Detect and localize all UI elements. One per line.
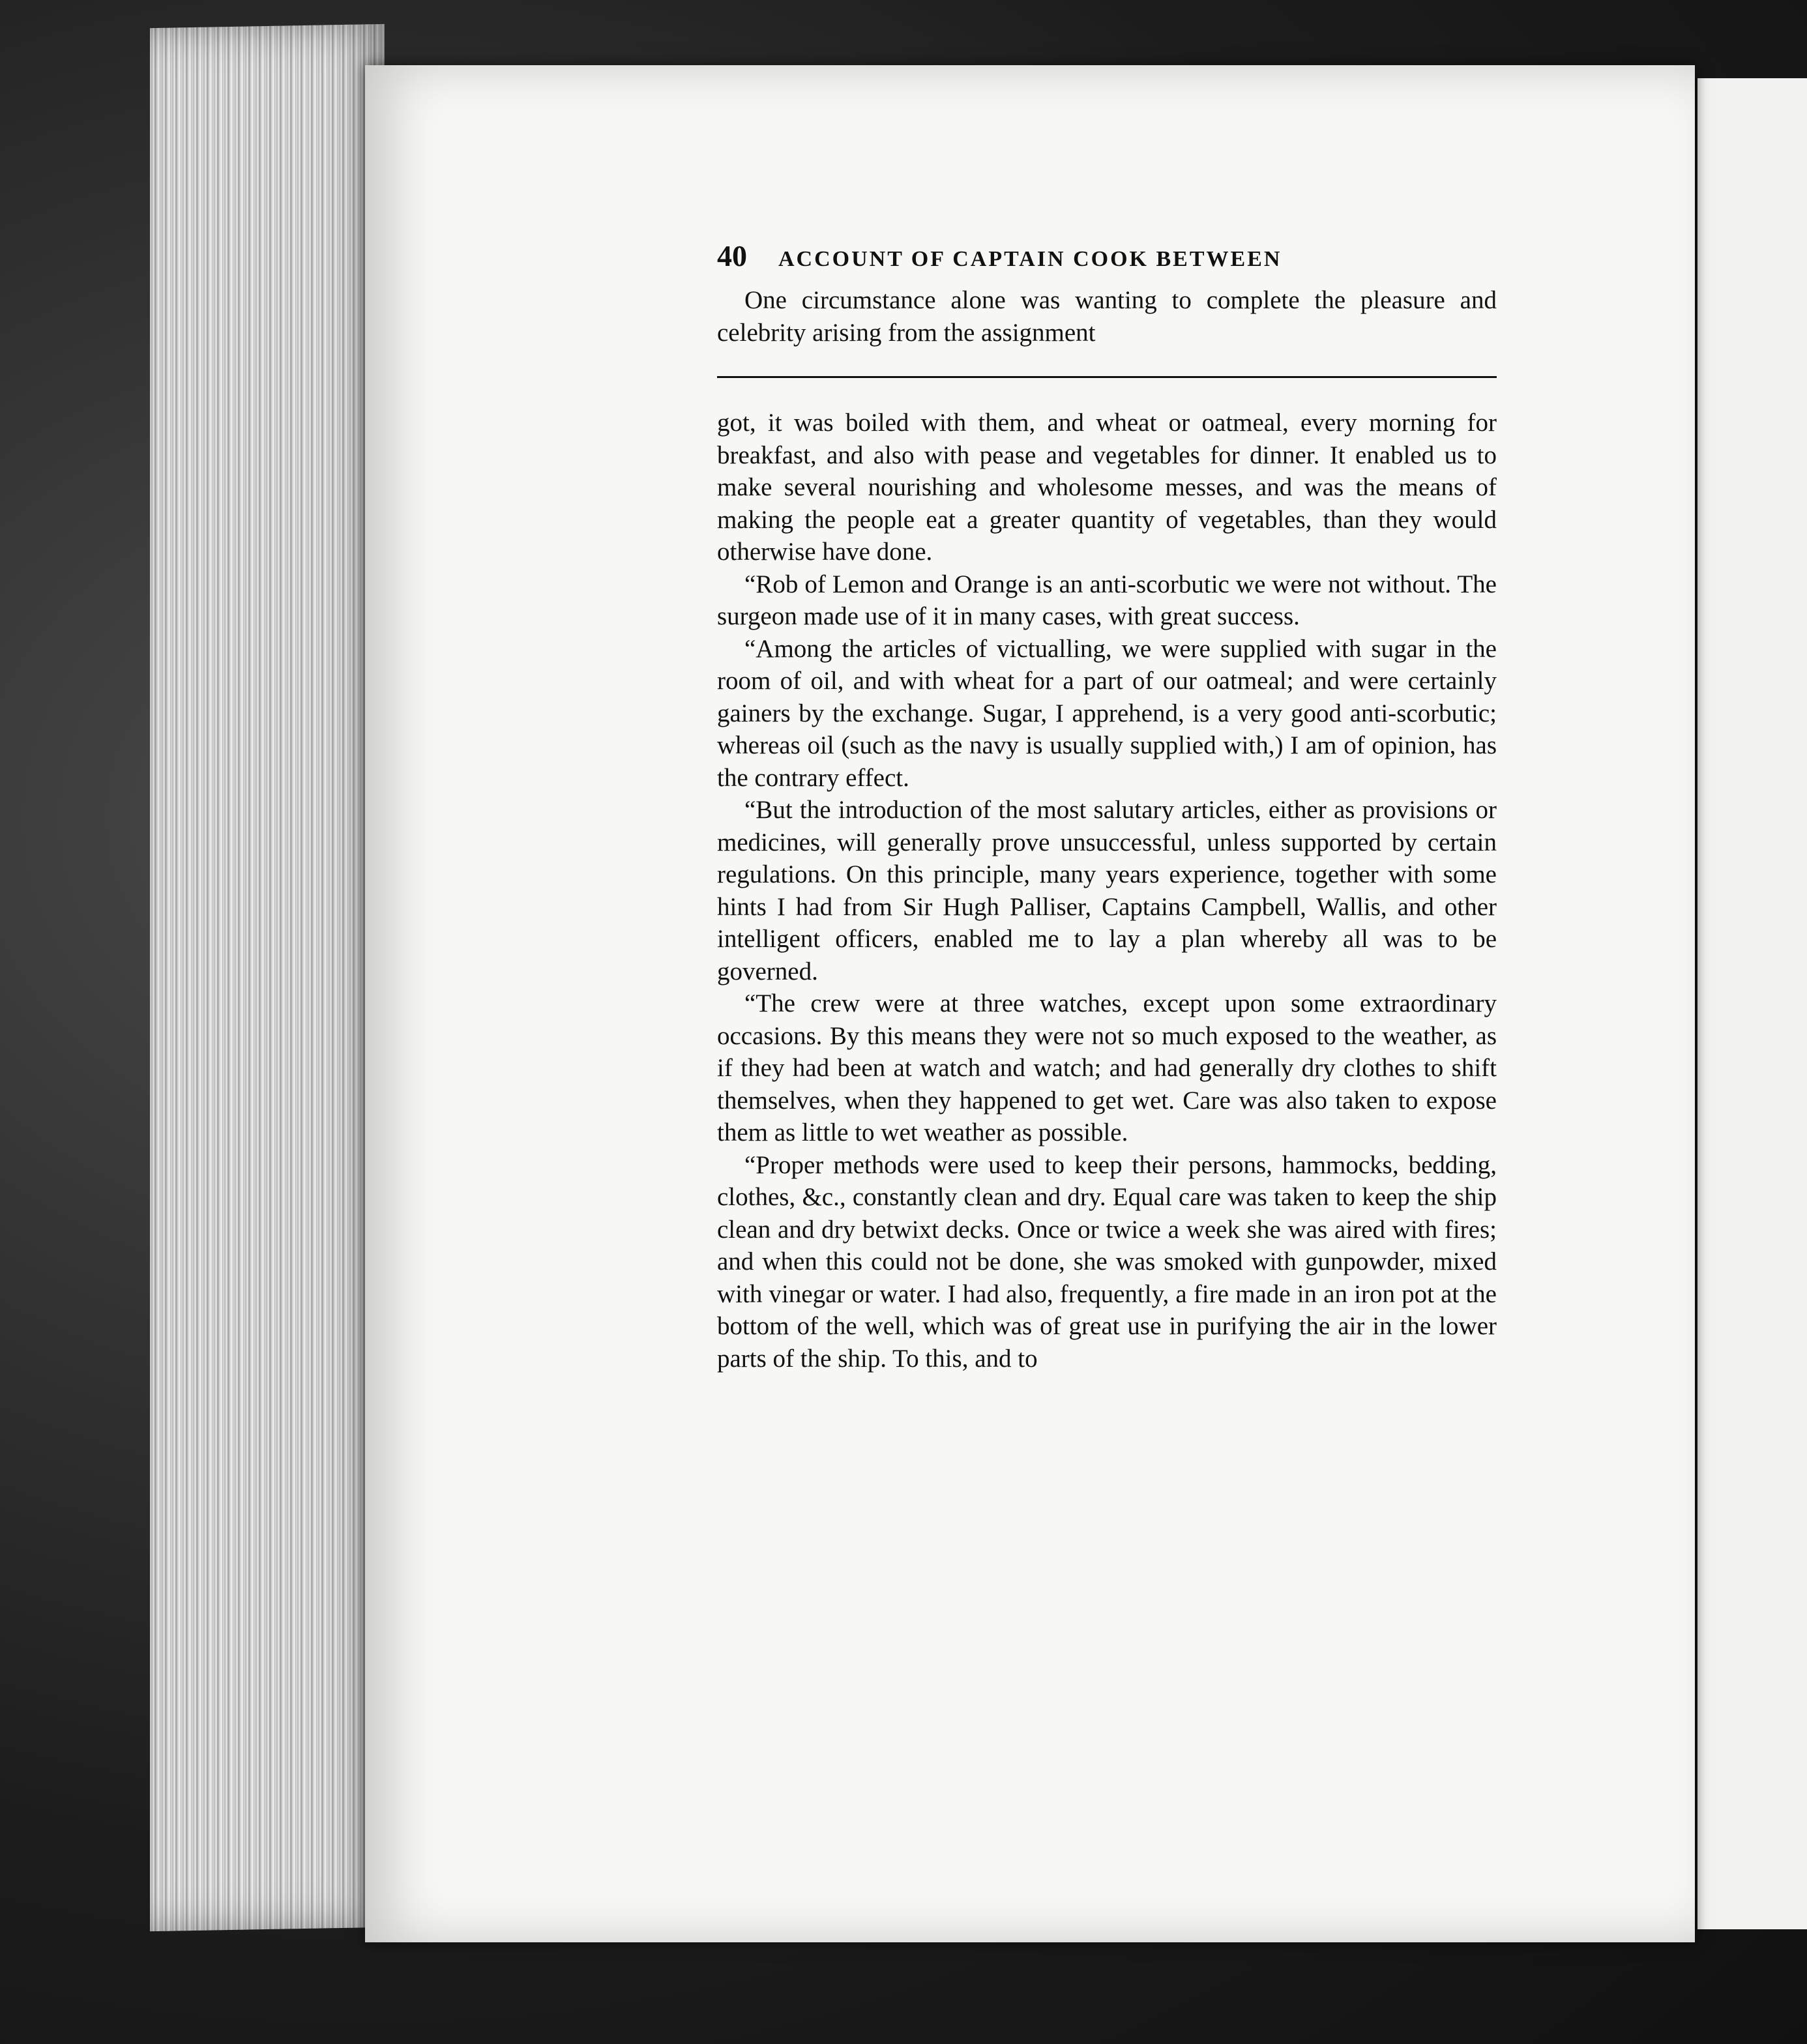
main-paragraph: One circumstance alone was wanting to complete the pleasure and celebrity arising from the assignment [717, 286, 1497, 347]
footnote-paragraph: “Among the articles of victualling, we were supplied with sugar in the room of oil, and with wheat for a part of our oatmeal; and were certainly gainers by the exchange. Sugar, I apprehend, is a very good anti-scorbutic; whereas oil (such as the navy is usually supplied with,) I am of opinion, has the contrary effect. [717, 634, 1497, 792]
main-text [717, 284, 1497, 349]
footnote-text [717, 407, 1497, 1375]
book-page-edges [150, 24, 385, 1931]
footnote-paragraph: “Proper methods were used to keep their persons, hammocks, bedding, clothes, &c., constantly clean and dry. Equal care was taken to keep the ship clean and dry betwixt decks. Once or twice a week she was aired with fires; and when this could not be done, she was smoked with gunpowder, mixed with vinegar or water. I had also, frequently, a fire made in an iron pot at the bottom of the well, which was of great use in purifying the air in the lower parts of the ship. To this, and to [717, 1150, 1497, 1373]
page-number: 40 [717, 239, 747, 272]
footnote-paragraph: got, it was boiled with them, and wheat or oatmeal, every morning for breakfast, and also with pease and vegetables for dinner. It enabled us to make several nourishing and wholesome messes, and was the means of making the people eat a greater quantity of vegetables, than they would otherwise have done. [717, 409, 1497, 566]
footnote-separator-rule [717, 376, 1497, 378]
footnote-paragraph: “Rob of Lemon and Orange is an anti-scorbutic we were not without. The surgeon made use of it in many cases, with great success. [717, 570, 1497, 630]
page-text-block [717, 239, 1497, 1375]
running-head [717, 239, 1497, 276]
running-head-title: ACCOUNT OF CAPTAIN COOK BETWEEN [778, 247, 1282, 271]
footnote-paragraph: “The crew were at three watches, except upon some extraordinary occasions. By this means they were not so much exposed to the weather, as if they had been at watch and watch; and had generally dry clothes to shift themselves, when they happened to get wet. Care was also taken to expose them as little to wet weather as possible. [717, 989, 1497, 1146]
footnote-paragraph: “But the introduction of the most salutary articles, either as provisions or medicines, will generally prove unsuccessful, unless supported by certain regulations. On this principle, many years experience, together with some hints I had from Sir Hugh Palliser, Captains Campbell, Wallis, and other intelligent officers, enabled me to lay a plan whereby all was to be governed. [717, 796, 1497, 986]
facing-page-edge [1688, 78, 1807, 1929]
